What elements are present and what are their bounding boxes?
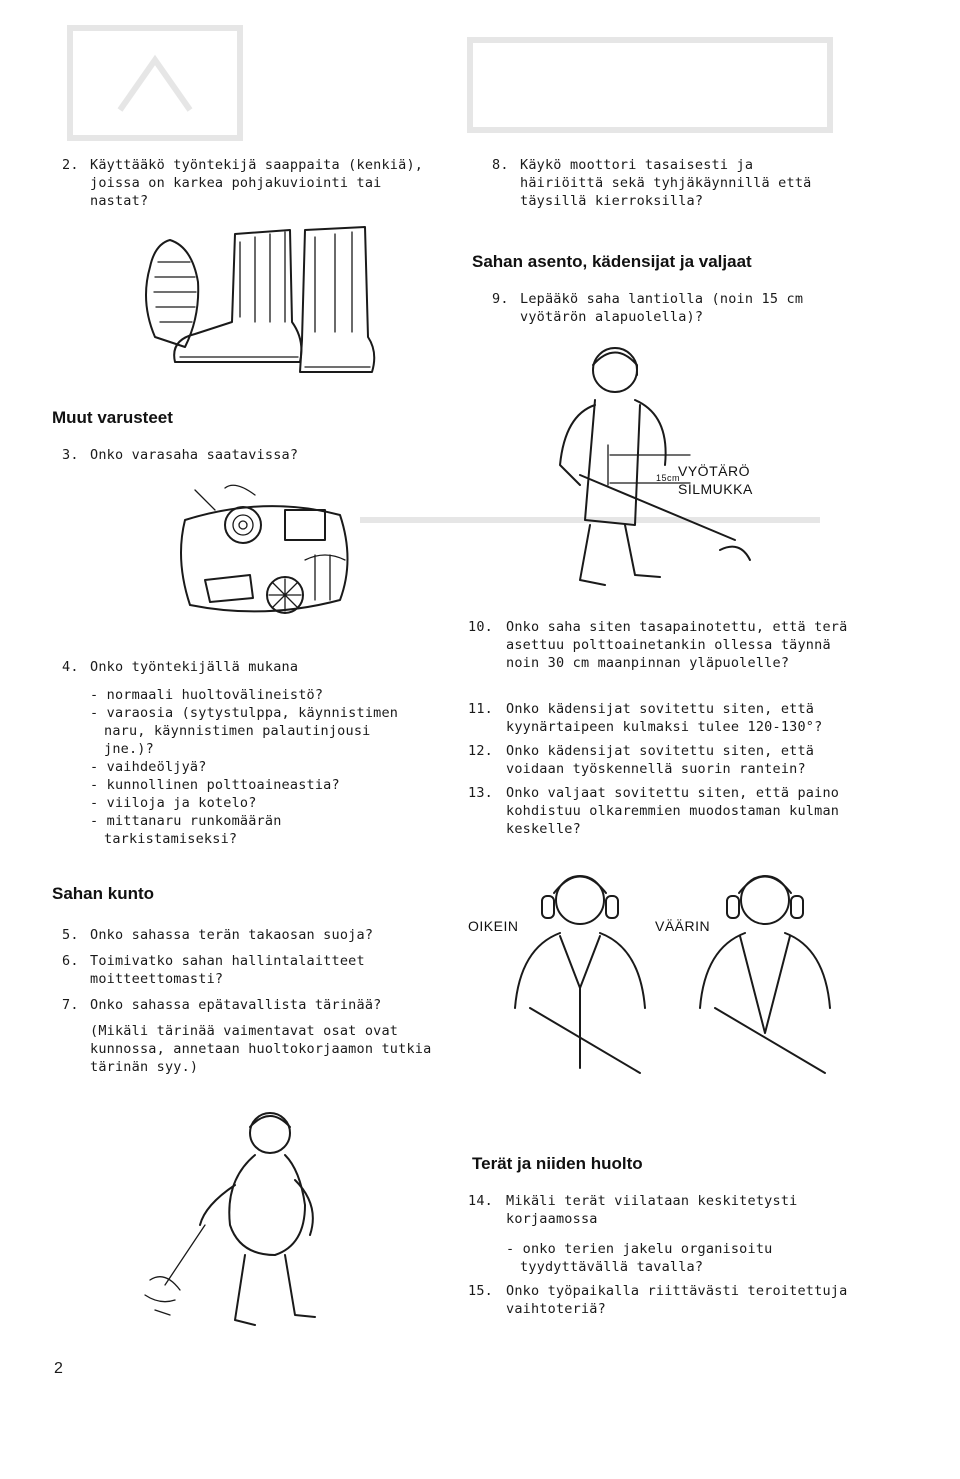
question-text: Lepääkö saha lantiolla (noin 15 cm vyötärön alapuolella)? <box>520 291 804 325</box>
label-wrong: VÄÄRIN <box>655 918 711 934</box>
question-number: 6. <box>62 953 79 969</box>
section-heading-terat: Terät ja niiden huolto <box>472 1154 643 1173</box>
question-number: 14. <box>468 1193 493 1209</box>
label-correct: OIKEIN <box>468 918 519 934</box>
harness-correct-illustration <box>510 858 670 1078</box>
section-heading-sahan-kunto: Sahan kunto <box>52 884 155 903</box>
checklist <box>506 1240 806 1276</box>
question-text: Onko sahassa epätavallista tärinää? <box>90 997 382 1013</box>
question-2 <box>62 156 442 210</box>
question-number: 11. <box>468 701 493 717</box>
question-9 <box>492 290 844 326</box>
question-number: 9. <box>492 291 509 307</box>
question-number: 7. <box>62 997 79 1013</box>
question-14 <box>468 1192 848 1276</box>
section-heading-muut-varusteet: Muut varusteet <box>52 408 173 427</box>
question-text: Onko kädensijat sovitettu siten, että voidaan työskennellä suorin rantein? <box>506 743 815 777</box>
checklist-item: - normaali huoltovälineistö? <box>90 687 324 703</box>
question-text: Onko työpaikalla riittävästi teroitettuja vaihtoteriä? <box>506 1283 848 1317</box>
checklist-item: - onko terien jakelu organisoitu tyydyttävällä tavalla? <box>506 1241 773 1275</box>
checklist-item: - varaosia (sytystulppa, käynnistimen naru, käynnistimen palautinjousi jne.)? <box>90 705 399 757</box>
question-text: Käyttääkö työntekijä saappaita (kenkiä), joissa on karkea pohjakuviointi tai nastat? <box>90 157 424 209</box>
harness-wrong-illustration <box>695 858 855 1078</box>
question-text: Onko työntekijällä mukana <box>90 659 299 675</box>
question-3 <box>62 446 442 464</box>
question-text: Onko valjaat sovitettu siten, että paino kohdistuu olkaremmien muodostaman kulman keskelle? <box>506 785 840 837</box>
question-text: Onko saha siten tasapainotettu, että terä asettuu polttoainetankin ollessa täynnä noin 30 cm maanpinnan yläpuolelle? <box>506 619 848 671</box>
question-text: Käykö moottori tasaisesti ja häiriöittä sekä tyhjäkäynnillä että täysillä kierroksilla? <box>520 157 812 209</box>
question-text: Toimivatko sahan hallintalaitteet moitteettomasti? <box>90 953 365 987</box>
question-7 <box>62 996 442 1014</box>
question-number: 12. <box>468 743 493 759</box>
question-number: 13. <box>468 785 493 801</box>
question-number: 15. <box>468 1283 493 1299</box>
checklist-item: - vaihdeöljyä? <box>90 759 207 775</box>
label-15cm: 15cm <box>656 473 681 483</box>
question-11 <box>468 700 848 736</box>
question-number: 4. <box>62 659 79 675</box>
question-number: 3. <box>62 447 79 463</box>
checklist <box>90 686 422 848</box>
question-number: 2. <box>62 157 79 173</box>
worker-illustration <box>145 1105 345 1335</box>
question-number: 8. <box>492 157 509 173</box>
question-12 <box>468 742 848 778</box>
question-8 <box>492 156 842 210</box>
label-grip-loop: SILMUKKA <box>678 481 753 497</box>
boots-illustration <box>140 222 380 377</box>
question-text: Onko varasaha saatavissa? <box>90 447 299 463</box>
question-4 <box>62 658 422 848</box>
question-5 <box>62 926 442 944</box>
question-text: Onko kädensijat sovitettu siten, että kyynärtaipeen kulmaksi tulee 120-130°? <box>506 701 823 735</box>
page-number: 2 <box>54 1360 63 1377</box>
question-15 <box>468 1282 848 1318</box>
equipment-kit-illustration <box>165 480 365 630</box>
question-7-note: (Mikäli tärinää vaimentavat osat ovat kunnossa, annetaan huoltokorjaamon tutkia tärinän syy.) <box>90 1023 432 1075</box>
checklist-item: - mittanaru runkomäärän tarkistamiseksi? <box>90 813 282 847</box>
label-waist: VYÖTÄRÖ <box>678 463 750 479</box>
question-text: Onko sahassa terän takaosan suoja? <box>90 927 374 943</box>
question-10 <box>468 618 848 672</box>
section-heading-sahan-asento: Sahan asento, kädensijat ja valjaat <box>472 252 752 271</box>
question-number: 10. <box>468 619 493 635</box>
question-6 <box>62 952 402 988</box>
checklist-item: - kunnollinen polttoaineastia? <box>90 777 340 793</box>
question-number: 5. <box>62 927 79 943</box>
checklist-item: - viiloja ja kotelo? <box>90 795 257 811</box>
question-13 <box>468 784 848 838</box>
question-text: Mikäli terät viilataan keskitetysti korjaamossa <box>506 1193 798 1227</box>
